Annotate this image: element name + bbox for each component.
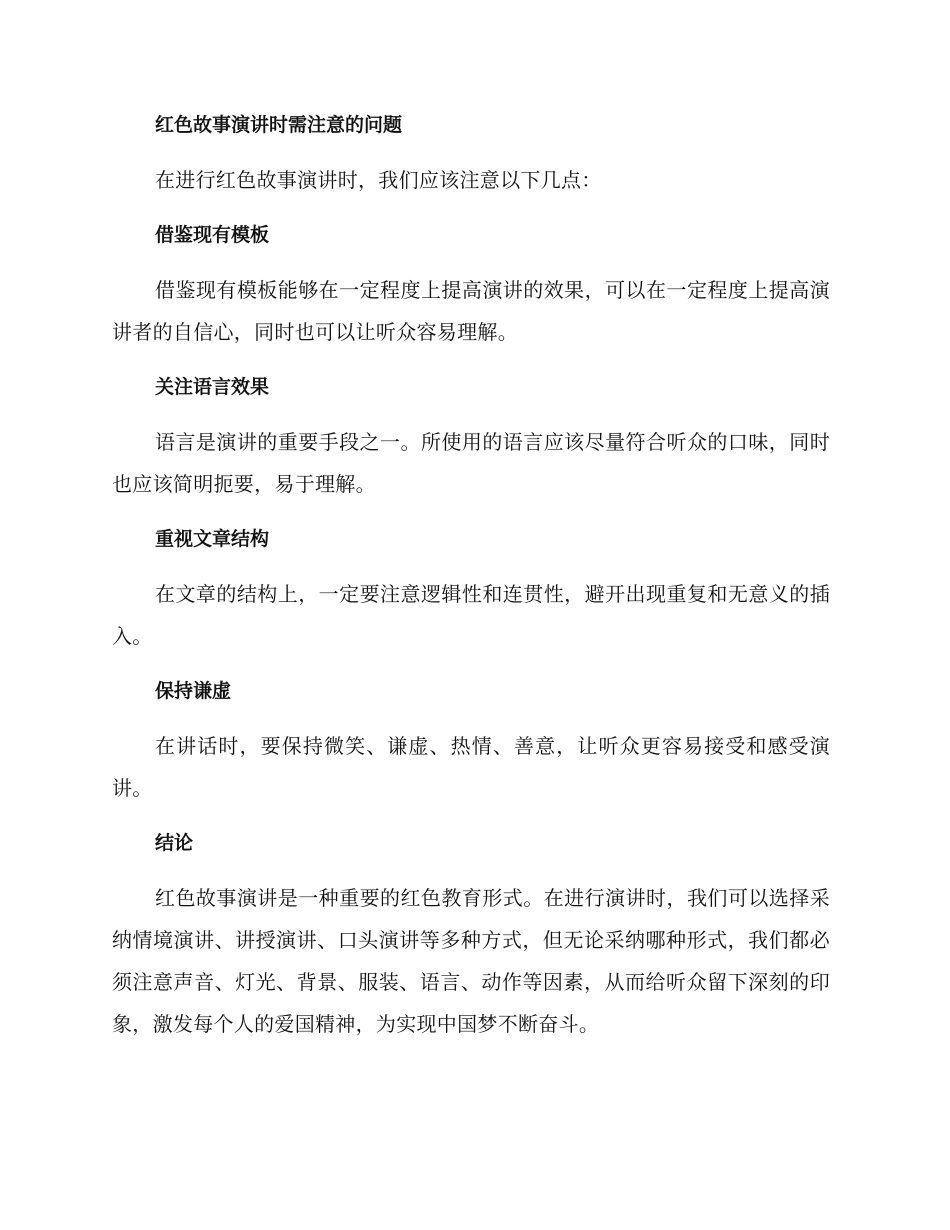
section-heading: 关注语言效果 — [155, 376, 270, 398]
document-page — [112, 104, 830, 1045]
section-heading: 红色故事演讲时需注意的问题 — [155, 114, 403, 136]
section-paragraph: 在讲话时，要保持微笑、谦虚、热情、善意，让听众更容易接受和感受演讲。 — [112, 734, 830, 800]
section-paragraph: 在进行红色故事演讲时，我们应该注意以下几点： — [155, 168, 602, 192]
section-paragraph: 语言是演讲的重要手段之一。所使用的语言应该尽量符合听众的口味，同时也应该简明扼要，易于理解。 — [112, 430, 830, 496]
section-heading: 借鉴现有模板 — [155, 224, 270, 246]
section-heading: 结论 — [155, 832, 194, 854]
section-heading: 保持谦虚 — [155, 680, 232, 702]
section-paragraph: 红色故事演讲是一种重要的红色教育形式。在进行演讲时，我们可以选择采纳情境演讲、讲授演讲、口头演讲等多种方式，但无论采纳哪种形式，我们都必须注意声音、灯光、背景、服装、语言、动作等因素，从而给听众留下深刻的印象，激发每个人的爱国精神，为实现中国梦不断奋斗。 — [112, 886, 830, 1036]
section-paragraph: 在文章的结构上，一定要注意逻辑性和连贯性，避开出现重复和无意义的插入。 — [112, 582, 830, 648]
section-paragraph: 借鉴现有模板能够在一定程度上提高演讲的效果，可以在一定程度上提高演讲者的自信心，同时也可以让听众容易理解。 — [112, 278, 830, 344]
section-heading: 重视文章结构 — [155, 528, 270, 550]
